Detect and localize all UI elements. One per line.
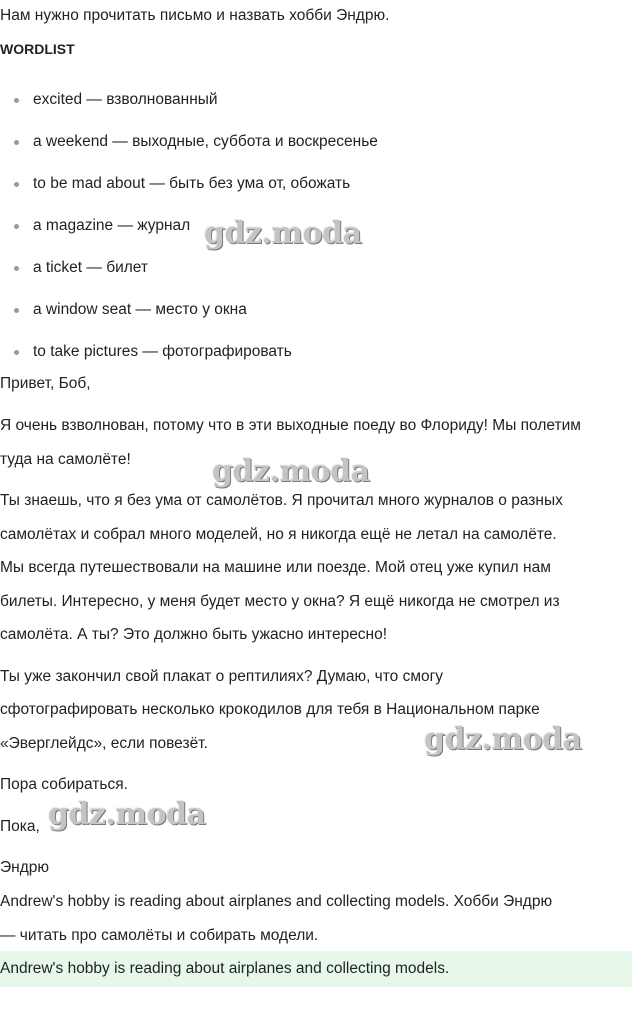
watermark-logo: gdz.moda xyxy=(424,722,582,757)
answer-box xyxy=(0,951,632,987)
explanation-line: Andrew's hobby is reading about airplanes and collecting models. Хобби Эндрю xyxy=(0,893,553,910)
watermark-logo: gdz.moda xyxy=(48,797,206,832)
explanation-line: — читать про самолёты и собирать модели. xyxy=(0,927,319,944)
letter-closing: Пока, xyxy=(0,818,40,835)
letter-greeting: Привет, Боб, xyxy=(0,375,91,392)
letter-line: Мы всегда путешествовали на машине или поезде. Мой отец уже купил нам xyxy=(0,559,551,576)
wordlist-title: WORDLIST xyxy=(0,41,75,57)
watermark-logo: gdz.moda xyxy=(204,216,362,251)
letter-line: билеты. Интересно, у меня будет место у окна? Я ещё никогда не смотрел из xyxy=(0,593,560,610)
letter-line: Я очень взволнован, потому что в эти выходные поеду во Флориду! Мы полетим xyxy=(0,417,581,434)
watermark-logo: gdz.moda xyxy=(212,454,370,489)
letter-line: Ты уже закончил свой плакат о рептилиях? Думаю, что смогу xyxy=(0,668,444,685)
answer-text: Andrew's hobby is reading about airplanes and collecting models. xyxy=(0,960,450,977)
letter-line: Ты знаешь, что я без ума от самолётов. Я прочитал много журналов о разных xyxy=(0,492,563,509)
letter-signature: Эндрю xyxy=(0,859,49,876)
letter-line: «Эверглейдс», если повезёт. xyxy=(0,735,208,752)
letter-line: самолётах и собрал много моделей, но я никогда ещё не летал на самолёте. xyxy=(0,526,557,543)
letter-line: самолёта. А ты? Это должно быть ужасно интересно! xyxy=(0,626,388,643)
intro-text: Нам нужно прочитать письмо и назвать хобби Эндрю. xyxy=(0,7,390,24)
letter-line: туда на самолёте! xyxy=(0,451,131,468)
letter-closing: Пора собираться. xyxy=(0,776,128,793)
letter-line: сфотографировать несколько крокодилов для тебя в Национальном парке xyxy=(0,701,540,718)
